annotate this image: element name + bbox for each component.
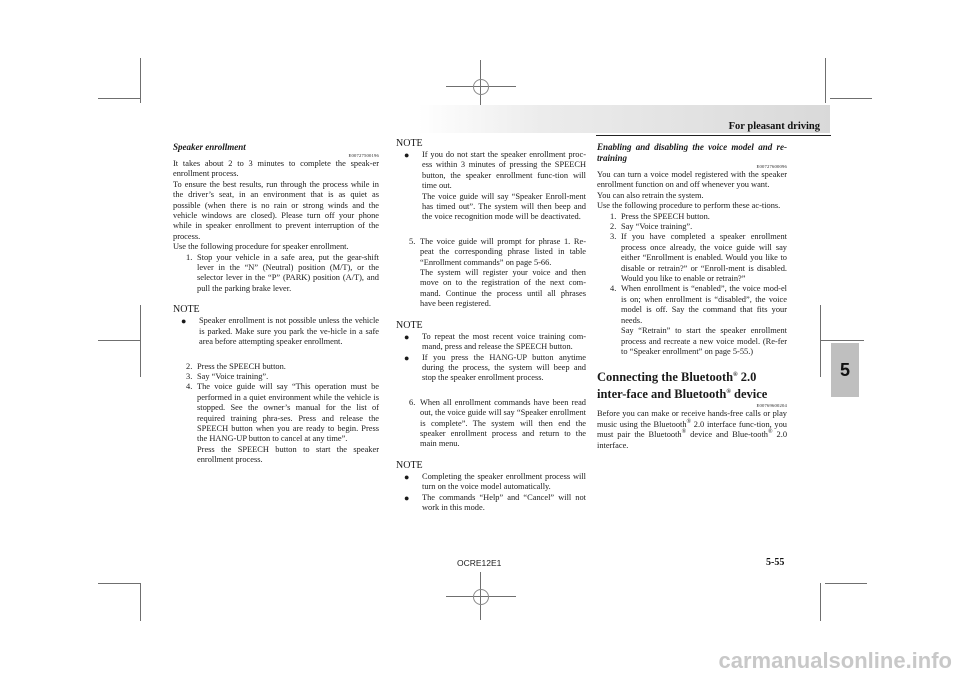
- step-number: 1.: [610, 211, 617, 221]
- note-bullet: [181, 316, 379, 347]
- step-number: 5.: [409, 236, 416, 246]
- step-text: When all enrollment commands have been read out, the voice guide will say “Speaker enrollment is complete”. The system will then end the speaker enrollment process and return to the main menu.: [420, 397, 586, 449]
- step-number: 4.: [186, 382, 193, 392]
- step-item: [396, 398, 586, 450]
- step-number: 2.: [186, 361, 193, 371]
- note-text: If you press the HANG-UP button anytime during the process, the system will beep and stop the speaker enrollment process.: [422, 352, 586, 383]
- bullet-icon: ●: [404, 492, 410, 503]
- step-text: The voice guide will say “This operation must be performed in a quiet environment while the vehicle is stopped. See the owner’s manual for the list of required training phra-ses. Press and release the SPEECH button when you are ready to begin. Press the HANG-UP button to cancel at any time”.: [197, 382, 379, 444]
- section-title: Enabling and disabling the voice model and re-training: [597, 142, 787, 163]
- note-bullet: [404, 472, 586, 493]
- paragraph: You can also retrain the system.: [597, 190, 704, 200]
- step-text: Press the SPEECH button.: [621, 211, 710, 221]
- note-text: The voice guide will say “Speaker Enroll-ment has timed out”. The system will then beep and the voice recognition mode will be deactivated.: [422, 191, 586, 222]
- note-text: The commands “Help” and “Cancel” will not work in this mode.: [422, 492, 586, 512]
- middle-column: [396, 138, 586, 513]
- note-text: Speaker enrollment is not possible unless the vehicle is parked. Make sure you park the ve-hicle in a safe area before attempting speaker enrollment.: [199, 316, 379, 347]
- step-number: 6.: [409, 397, 416, 407]
- note-label: NOTE: [396, 459, 423, 471]
- step-text: Press the SPEECH button to start the speaker enrollment process.: [197, 444, 379, 465]
- step-item: [173, 253, 379, 295]
- right-column: [597, 142, 787, 451]
- paragraph: Use the following procedure to perform these ac-tions.: [597, 201, 781, 211]
- header-rule: [596, 135, 831, 136]
- note-text: To repeat the most recent voice training com-mand, press and release the SPEECH button.: [422, 331, 586, 352]
- note-bullet: [404, 150, 586, 223]
- section-heading: Connecting the Bluetooth® 2.0 inter-face and Bluetooth® device: [597, 370, 768, 402]
- step-item: [173, 362, 379, 372]
- note-label: NOTE: [396, 319, 423, 331]
- paragraph: Use the following procedure for speaker enrollment.: [173, 242, 349, 252]
- step-item: [597, 212, 787, 222]
- note-text: Completing the speaker enrollment process will turn on the voice model automatically.: [422, 471, 586, 492]
- step-item: [597, 222, 787, 232]
- paragraph: It takes about 2 to 3 minutes to complete the speak-er enrollment process.: [173, 159, 379, 179]
- note-bullet: [404, 332, 586, 353]
- step-number: 3.: [186, 371, 193, 381]
- note-label: NOTE: [173, 304, 200, 316]
- document-code: OCRE12E1: [457, 558, 502, 568]
- step-text: The voice guide will prompt for phrase 1. Re-peat the corresponding phrase listed in table “Enrollment commands” on page 5-66.: [420, 236, 586, 267]
- step-number: 2.: [610, 222, 617, 232]
- paragraph: You can turn a voice model registered with the speaker enrollment function on and off whenever you want.: [597, 170, 787, 190]
- note-bullet: [404, 353, 586, 384]
- bullet-icon: ●: [404, 471, 410, 482]
- step-item: [173, 372, 379, 382]
- step-number: 3.: [610, 232, 617, 242]
- bullet-icon: ●: [404, 150, 410, 160]
- section-code: E00769600204: [756, 403, 787, 409]
- step-text: Press the SPEECH button.: [197, 361, 286, 371]
- step-text: Say “Voice training”.: [197, 371, 269, 381]
- step-item: [396, 237, 586, 310]
- note-text: If you do not start the speaker enrollment proc-ess within 3 minutes of pressing the SPEECH button, the speaker enrollment func-tion will time out.: [422, 150, 586, 191]
- step-text: When enrollment is “enabled”, the voice mod-el is on; when enrollment is “disabled”, the voice model is off. Say the command that fits your needs.: [621, 284, 787, 325]
- paragraph: Before you can make or receive hands-free calls or play music using the Bluetooth® 2.0 interface func-tion, you must pair the Bluetooth® device and Blue-tooth® 2.0 interface.: [597, 409, 788, 450]
- step-text: Say “Voice training”.: [621, 222, 693, 232]
- step-item: [173, 382, 379, 465]
- section-title: Speaker enrollment: [173, 142, 246, 152]
- step-number: 4.: [610, 284, 617, 294]
- note-bullet: [404, 493, 586, 514]
- step-text: Say “Retrain” to start the speaker enrollment process and recreate a new voice model. (Re-fer to “Speaker enrollment” on page 5-55.): [621, 326, 787, 356]
- bullet-icon: ●: [404, 352, 410, 363]
- page-header-title: For pleasant driving: [728, 121, 820, 132]
- section-code: E00727500196: [348, 153, 379, 158]
- step-text: If you have completed a speaker enrollment process once already, the voice guide will say either “Enrollment is enabled. Would you like to disable or retrain?” or “Enroll-ment is disabled. Would you like to enable or retrain?”: [621, 232, 787, 284]
- chapter-tab: 5: [831, 343, 859, 397]
- step-text: The system will register your voice and then move on to the registration of the next com-mand. Continue the process until all phrases have been registered.: [420, 268, 586, 309]
- watermark: carmanualsonline.info: [718, 648, 952, 673]
- section-code: E00727600096: [756, 164, 787, 169]
- left-column: [173, 142, 379, 466]
- bullet-icon: ●: [404, 331, 410, 342]
- step-item: [597, 284, 787, 357]
- note-label: NOTE: [396, 138, 423, 149]
- page-number: 5-55: [766, 557, 785, 568]
- bullet-icon: ●: [181, 316, 187, 327]
- paragraph: To ensure the best results, run through the process while in the driver’s seat, in an environment that is as quiet as possible (when there is no rain or strong winds and the vehicle windows are closed). Please turn off your phone while in speaker enrollment to prevent interruption of the process.: [173, 179, 379, 241]
- step-item: [597, 232, 787, 284]
- step-text: Stop your vehicle in a safe area, put the gear-shift lever in the “N” (Neutral) position (M/T), or the selector lever in the “P” (PARK) position (A/T), and pull the parking brake lever.: [197, 252, 379, 293]
- step-number: 1.: [186, 252, 193, 262]
